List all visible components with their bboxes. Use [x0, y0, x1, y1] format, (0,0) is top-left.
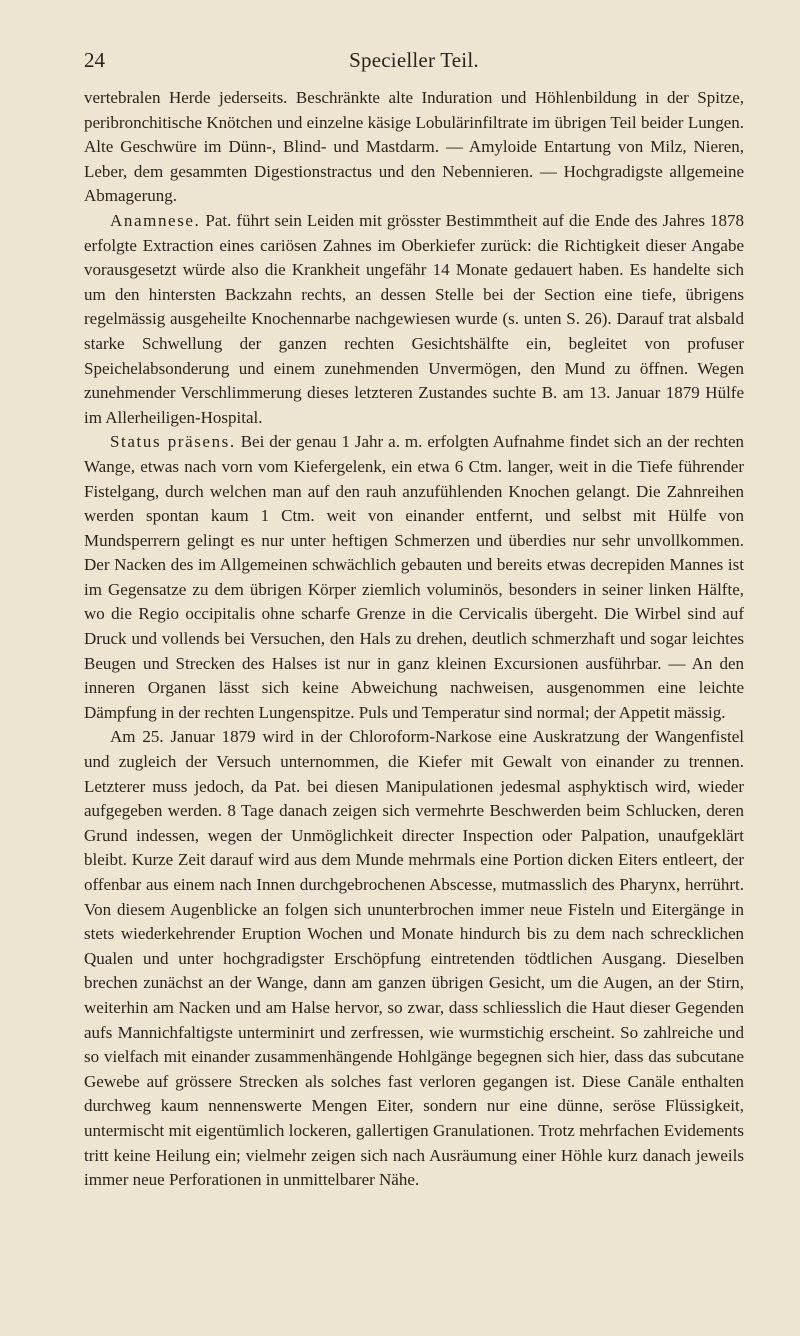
- paragraph-status-text: Bei der genau 1 Jahr a. m. erfolgten Aufnahme findet sich an der rechten Wange, etwas nach vorn vom Kiefergelenk, ein etwa 6 Ctm. langer, weit in die Tiefe führender Fistelgang, durch welchen man auf den rauh anzufühlenden Knochen gelangt. Die Zahnreihen werden spontan kaum 1 Ctm. weit von einander entfernt, und selbst mit Hülfe von Mundsperrern gelingt es nur unter heftigen Schmerzen und überdies nur sehr unvollkommen. Der Nacken des im Allgemeinen schwächlich gebauten und bereits etwas decrepiden Mannes ist im Gegensatze zu dem übrigen Körper ziemlich voluminös, besonders in seiner linken Hälfte, wo die Regio occipitalis ohne scharfe Grenze in die Cervicalis übergeht. Die Wirbel sind auf Druck und vollends bei Versuchen, den Hals zu drehen, deutlich schmerzhaft und sogar leichtes Beugen und Strecken des Halses ist nur in ganz kleinen Excursionen ausführbar. — An den inneren Organen lässt sich keine Abweichung nachweisen, ausgenommen eine leichte Dämpfung in der rechten Lungenspitze. Puls und Temperatur sind normal; der Appetit mässig.: [84, 432, 744, 722]
- paragraph-1-text: vertebralen Herde jederseits. Beschränkte alte Induration und Höhlenbildung in der Spitze, peribronchitische Knötchen und einzelne käsige Lobulärinfiltrate im übrigen Teil beider Lungen. Alte Geschwüre im Dünn-, Blind- und Mastdarm. — Amyloide Entartung von Milz, Nieren, Leber, dem gesammten Digestionstractus und den Nebennieren. — Hochgradigste allgemeine Abmagerung.: [84, 88, 744, 206]
- page-number: 24: [84, 48, 105, 72]
- paragraph-1: [84, 86, 744, 209]
- paragraph-course: [84, 725, 744, 1192]
- body-text: [84, 86, 744, 1193]
- paragraph-anamnese: [84, 209, 744, 430]
- paragraph-course-text: Am 25. Januar 1879 wird in der Chloroform-Narkose eine Auskratzung der Wangenfistel und zugleich der Versuch unternommen, die Kiefer mit Gewalt von einander zu trennen. Letzterer muss jedoch, da Pat. bei diesen Manipulationen jedesmal asphyktisch wird, wieder aufgegeben werden. 8 Tage danach zeigen sich vermehrte Beschwerden beim Schlucken, deren Grund indessen, wegen der Unmöglichkeit directer Inspection oder Palpation, unaufgeklärt bleibt. Kurze Zeit darauf wird aus dem Munde mehrmals eine Portion dicken Eiters entleert, der offenbar aus einem nach Innen durchgebrochenen Abscesse, mutmasslich des Pharynx, herrührt. Von diesem Augenblicke an folgen sich ununterbrochen immer neue Fisteln und Eitergänge in stets wiederkehrender Eruption Wochen und Monate hindurch bis zu dem nach schrecklichen Qualen und unter hochgradigster Erschöpfung eintretenden tödtlichen Ausgang. Dieselben brechen zunächst an der Wange, dann am ganzen übrigen Gesicht, um die Augen, an der Stirn, weiterhin am Nacken und am Halse hervor, so zwar, dass schliesslich die Haut dieser Gegenden aufs Mannichfaltigste unterminirt und zerfressen, wie wurmstichig erscheint. So zahlreiche und so vielfach mit einander zusammenhängende Hohlgänge begegnen sich hier, dass das subcutane Gewebe auf grössere Strecken als solches fast verloren gegangen ist. Diese Canäle enthalten durchweg kaum nennenswerte Mengen Eiter, sondern nur eine dünne, seröse Flüssigkeit, untermischt mit eigentümlich lockeren, gallertigen Granulationen. Trotz mehrfachen Evidements tritt keine Heilung ein; vielmehr zeigen sich nach Ausräumung einer Höhle kurz danach jeweils immer neue Perforationen in unmittelbarer Nähe.: [84, 727, 744, 1190]
- section-lead-anamnese: Anamnese.: [110, 210, 201, 230]
- page-header: [84, 48, 744, 82]
- paragraph-anamnese-text: Pat. führt sein Leiden mit grösster Bestimmtheit auf die Ende des Jahres 1878 erfolgte Extraction eines cariösen Zahnes im Oberkiefer zurück: die Richtigkeit dieser Angabe vorausgesetzt würde also die Krankheit ungefähr 14 Monate gedauert haben. Es handelte sich um den hintersten Backzahn rechts, an dessen Stelle bei der Section eine tiefe, übrigens regelmässig ausgeheilte Knochennarbe nachgewiesen wurde (s. unten S. 26). Darauf trat alsbald starke Schwellung der ganzen rechten Gesichtshälfte ein, begleitet von profuser Speichelabsonderung und einem zunehmenden Unvermögen, den Mund zu öffnen. Wegen zunehmender Verschlimmerung dieses letzteren Zustandes suchte B. am 13. Januar 1879 Hülfe im Allerheiligen-Hospital.: [84, 210, 744, 427]
- running-head: Specieller Teil.: [349, 48, 479, 72]
- section-lead-status: Status präsens.: [110, 432, 236, 452]
- paragraph-status: [84, 430, 744, 725]
